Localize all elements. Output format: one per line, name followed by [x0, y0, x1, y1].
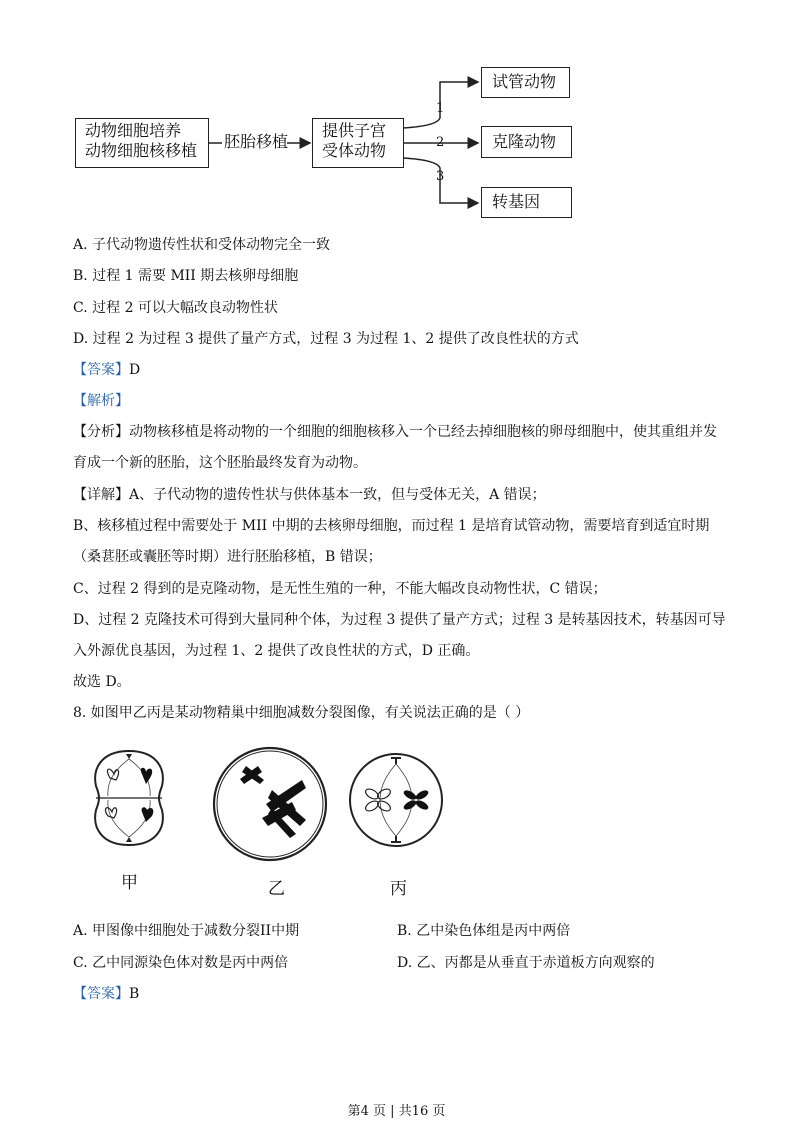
cell-figure-jia: [86, 748, 172, 848]
branch-number-2: 2: [436, 135, 445, 150]
page-footer: 第4 页 | 共16 页: [347, 1104, 446, 1119]
box-transgenic: 转基因: [481, 187, 572, 218]
diagram-connectors: [0, 0, 793, 230]
label-yi: 乙: [268, 879, 285, 899]
box-left-line1: 动物细胞培养: [85, 121, 182, 140]
q7-option-c: C. 过程 2 可以大幅改良动物性状: [73, 300, 278, 316]
xiangjie-line-6: 入外源优良基因，为过程 1、2 提供了改良性状的方式，D 正确。: [73, 643, 480, 659]
fenxi-line-2: 育成一个新的胚胎，这个胚胎最终发育为动物。: [73, 455, 367, 471]
q8-answer-value: B: [129, 986, 140, 1002]
xiangjie-tag: 【详解】: [73, 487, 129, 503]
process-diagram: [0, 0, 793, 230]
label-bing: 丙: [390, 879, 407, 899]
xiangjie-line-1: [73, 486, 546, 504]
q7-option-a: A. 子代动物遗传性状和受体动物完全一致: [73, 237, 331, 253]
box-left-line2: 动物细胞核移植: [85, 141, 198, 160]
q7-conclusion: 故选 D。: [73, 674, 131, 690]
q8-option-d: D. 乙、丙都是从垂直于赤道板方向观察的: [397, 955, 655, 971]
box-test-tube-animal: 试管动物: [481, 67, 570, 98]
branch-number-3: 3: [436, 169, 445, 184]
q7-option-b: B. 过程 1 需要 MII 期去核卵母细胞: [73, 268, 299, 284]
cell-figure-bing: [346, 750, 446, 850]
fenxi-text-1: 动物核移植是将动物的一个细胞的细胞核移入一个已经去掉细胞核的卵母细胞中，使其重组并发: [129, 424, 717, 440]
cell-figure-yi: [210, 744, 330, 864]
branch-number-1: 1: [436, 101, 445, 116]
analysis-tag: 【解析】: [73, 393, 129, 409]
arrow-label-embryo-transfer: 胚胎移植: [224, 132, 289, 151]
q8-option-a: A. 甲图像中细胞处于减数分裂II中期: [73, 923, 300, 939]
xiangjie-line-4: C、过程 2 得到的是克隆动物，是无性生殖的一种，不能大幅改良动物性状，C 错误；: [73, 581, 607, 597]
q8-answer-tag: 【答案】: [73, 986, 129, 1002]
q8-option-c: C. 乙中同源染色体对数是丙中两倍: [73, 955, 289, 971]
q7-answer-line: [73, 361, 140, 379]
box-mid-line1: 提供子宫: [322, 121, 387, 140]
xiangjie-line-5: D、过程 2 克隆技术可得到大量同种个体，为过程 3 提供了量产方式；过程 3 是转基因技术，转基因可导: [73, 612, 726, 628]
answer-value: D: [129, 362, 141, 378]
answer-tag: 【答案】: [73, 362, 129, 378]
q7-option-d: D. 过程 2 为过程 3 提供了量产方式，过程 3 为过程 1、2 提供了改良性状的方式: [73, 331, 579, 347]
q8-answer-line: [73, 985, 139, 1003]
fenxi-line-1: [73, 423, 717, 441]
label-jia: 甲: [121, 873, 138, 893]
xiangjie-line-2: B、核移植过程中需要处于 MII 中期的去核卵母细胞，而过程 1 是培育试管动物，需要培育到适宜时期: [73, 518, 710, 534]
xiangjie-line-3: （桑葚胚或囊胚等时期）进行胚胎移植，B 错误；: [73, 549, 382, 565]
box-cloned-animal: 克隆动物: [481, 126, 572, 158]
q8-option-b: B. 乙中染色体组是丙中两倍: [397, 923, 571, 939]
xiangjie-text-1: A、子代动物的遗传性状与供体基本一致，但与受体无关，A 错误；: [129, 487, 546, 503]
box-recipient: [312, 118, 404, 168]
q8-stem: 8. 如图甲乙丙是某动物精巢中细胞减数分裂图像，有关说法正确的是（ ）: [73, 705, 530, 721]
box-cell-techniques: [75, 118, 209, 168]
box-mid-line2: 受体动物: [322, 141, 387, 160]
fenxi-tag: 【分析】: [73, 424, 129, 440]
